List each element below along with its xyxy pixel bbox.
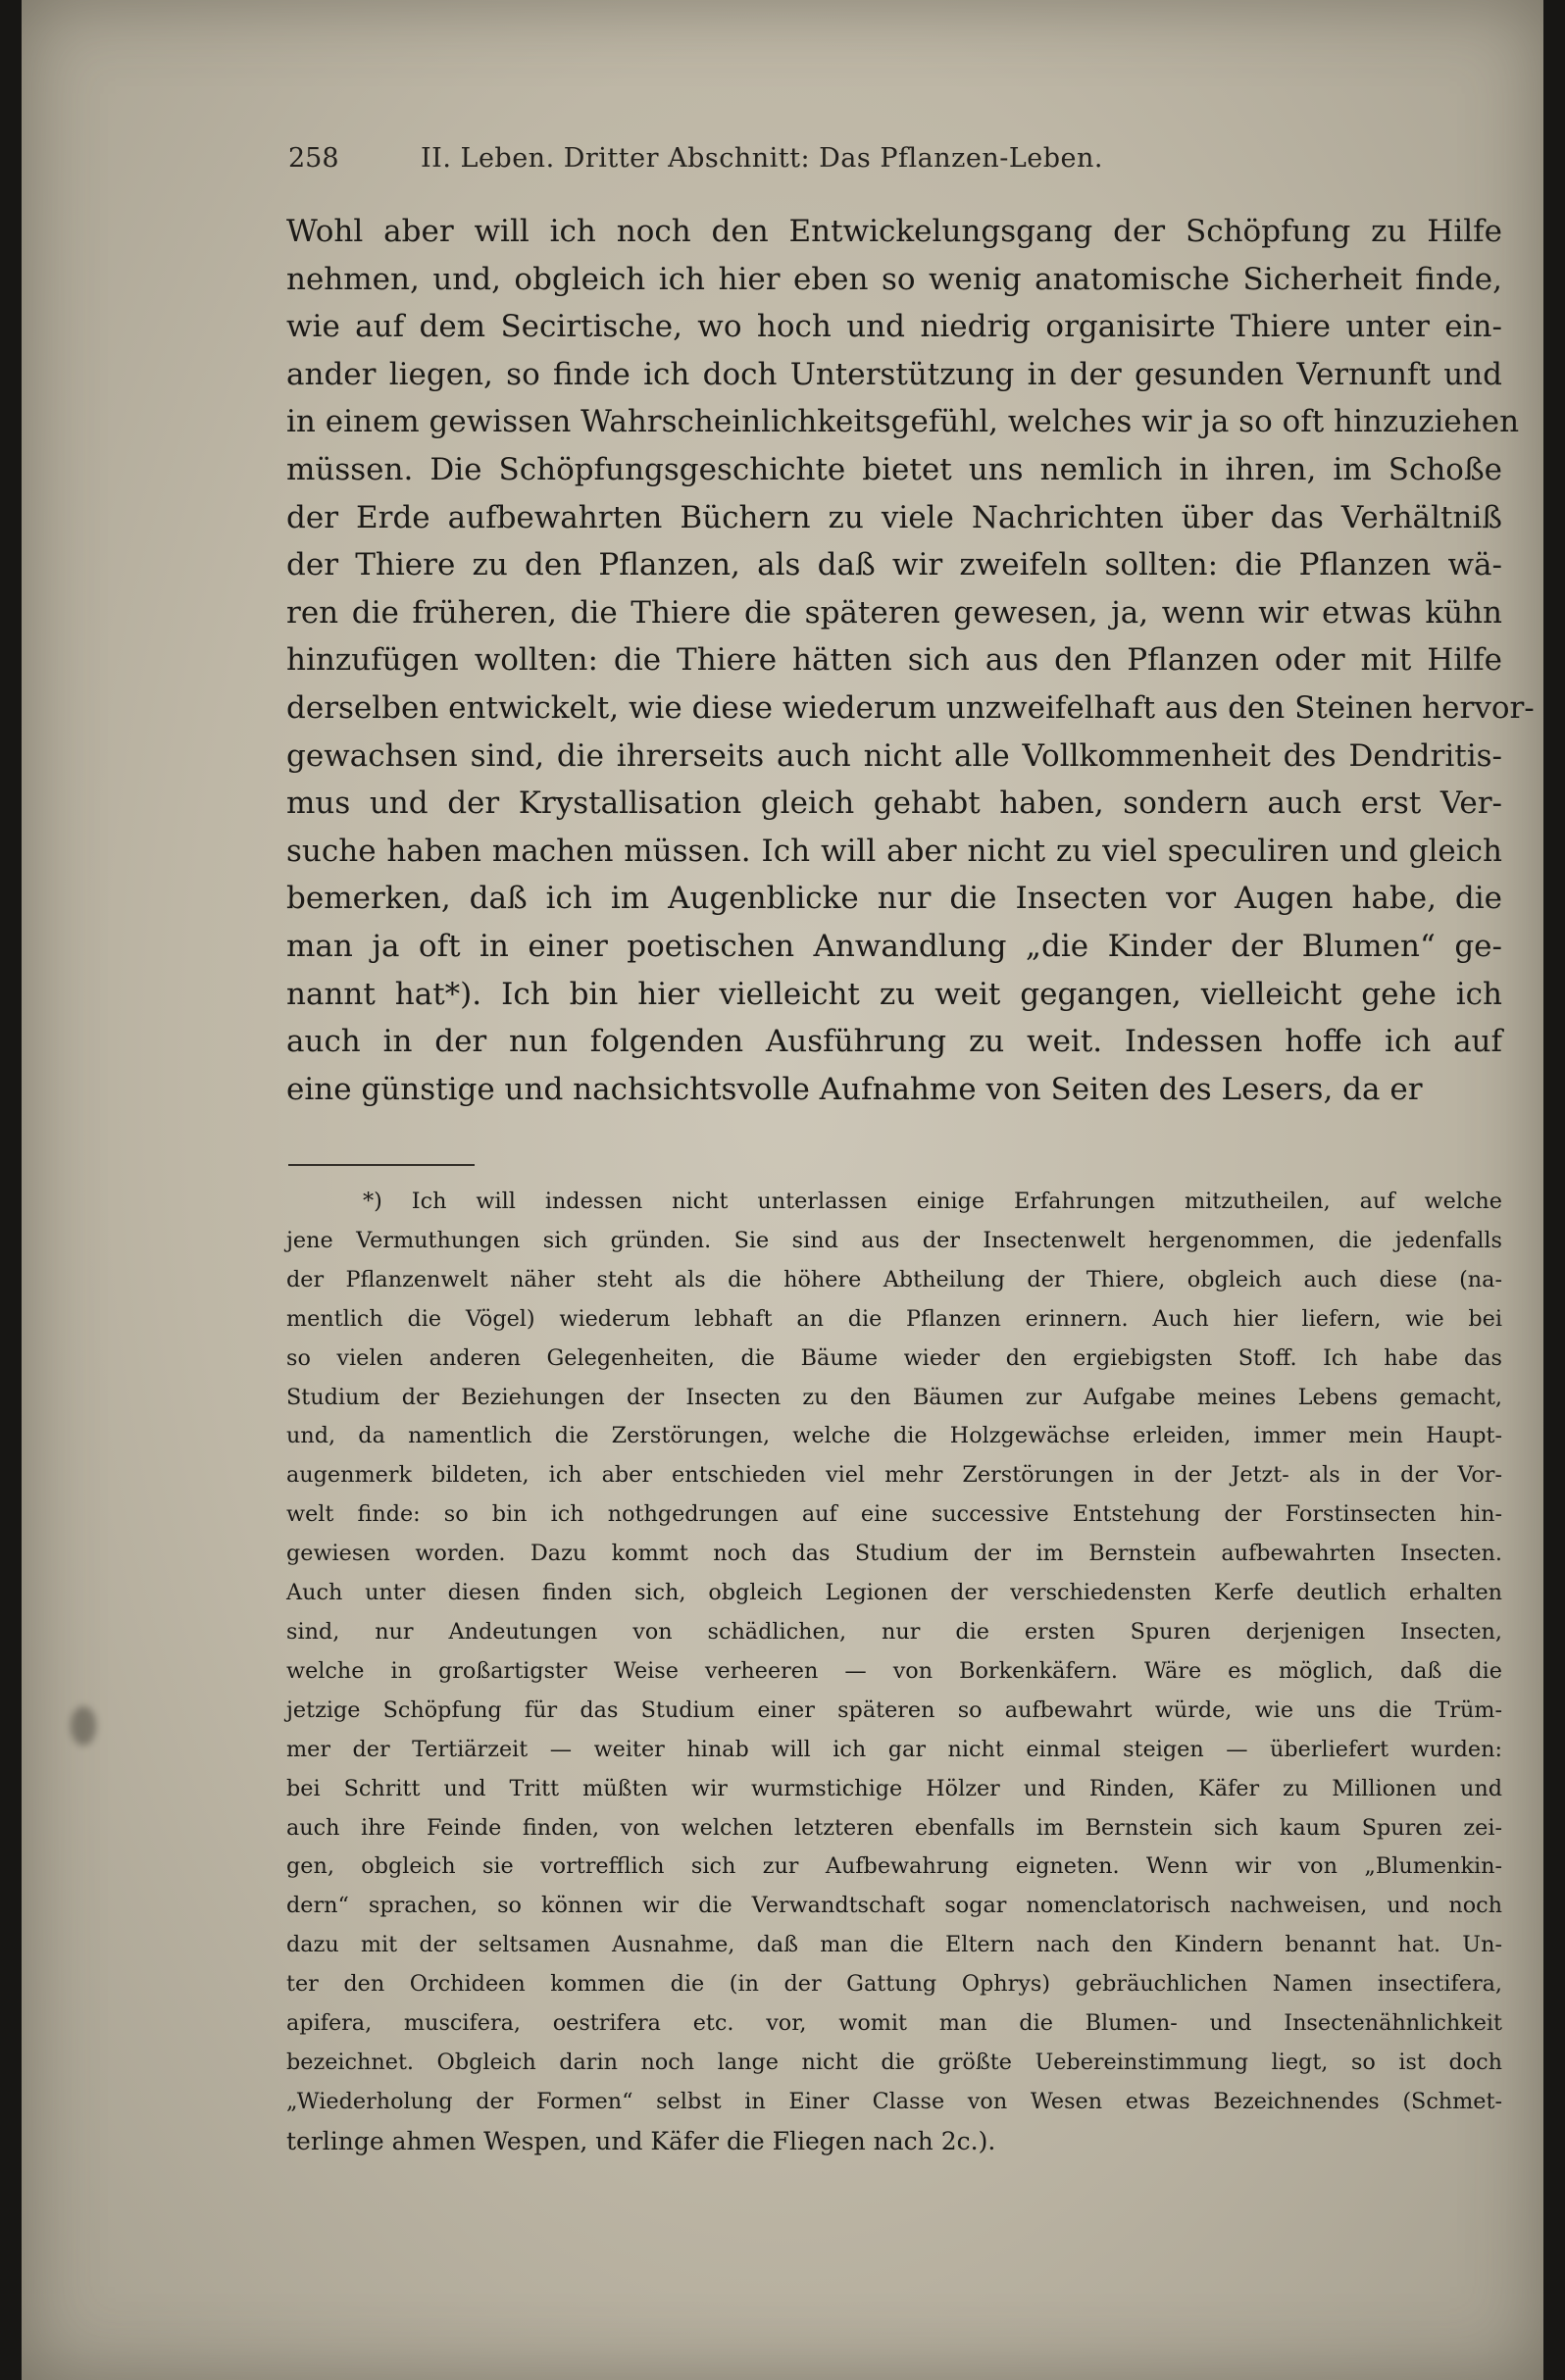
text-line: nannt hat*). Ich bin hier vielleicht zu weit gegangen, vielleicht gehe ich: [286, 976, 1502, 1012]
footnote-line: terlinge ahmen Wespen, und Käfer die Fliegen nach 2c.).: [286, 2126, 996, 2155]
text-line: auch in der nun folgenden Ausführung zu weit. Indessen hoffe ich auf: [286, 1024, 1502, 1060]
footnote-line: sind, nur Andeutungen von schädlichen, nur die ersten Spuren derjenigen Insecten,: [286, 1618, 1502, 1645]
footnote-line: der Pflanzenwelt näher steht als die höhere Abtheilung der Thiere, obgleich auch diese (na-: [286, 1266, 1502, 1292]
text-line: bemerken, daß ich im Augenblicke nur die Insecten vor Augen habe, die: [286, 881, 1502, 917]
footnote-line: so vielen anderen Gelegenheiten, die Bäume wieder den ergiebigsten Stoff. Ich habe das: [286, 1344, 1502, 1371]
text-line: eine günstige und nachsichtsvolle Aufnahme von Seiten des Lesers, da er: [286, 1071, 1423, 1107]
footnote-line: Studium der Beziehungen der Insecten zu den Bäumen zur Aufgabe meines Lebens gemacht,: [286, 1384, 1502, 1410]
footnote-line: und, da namentlich die Zerstörungen, welche die Holzgewächse erleiden, immer mein Haupt-: [286, 1423, 1502, 1449]
footnote-line: „Wiederholung der Formen“ selbst in Einer Classe von Wesen etwas Bezeichnendes (Schmet-: [286, 2088, 1502, 2114]
footnote: [286, 1183, 1502, 2161]
text-line: der Thiere zu den Pflanzen, als daß wir zweifeln sollten: die Pflanzen wä-: [286, 547, 1502, 583]
text-line: Wohl aber will ich noch den Entwickelungsgang der Schöpfung zu Hilfe: [286, 214, 1502, 249]
footnote-line: mer der Tertiärzeit — weiter hinab will ich gar nicht einmal steigen — überliefert wurden:: [286, 1736, 1502, 1762]
footnote-line: bei Schritt und Tritt müßten wir wurmstichige Hölzer und Rinden, Käfer zu Millionen und: [286, 1775, 1502, 1801]
main-text: [286, 208, 1535, 1113]
footnote-line: mentlich die Vögel) wiederum lebhaft an die Pflanzen erinnern. Auch hier liefern, wie bei: [286, 1305, 1502, 1332]
text-line: mus und der Krystallisation gleich gehabt haben, sondern auch erst Ver-: [286, 785, 1502, 822]
page-header: [267, 135, 1257, 184]
text-line: man ja oft in einer poetischen Anwandlung „die Kinder der Blumen“ ge-: [286, 928, 1502, 964]
footnote-line: jene Vermuthungen sich gründen. Sie sind aus der Insectenwelt hergenommen, die jedenfalls: [286, 1227, 1502, 1253]
footnote-line: welt finde: so bin ich nothgedrungen auf eine successive Entstehung der Forstinsecten hin-: [286, 1501, 1502, 1528]
text-line: wie auf dem Secirtische, wo hoch und niedrig organisirte Thiere unter ein-: [286, 309, 1502, 345]
footnote-line: dazu mit der seltsamen Ausnahme, daß man die Eltern nach den Kindern benannt hat. Un-: [286, 1932, 1502, 1958]
text-line: hinzufügen wollten: die Thiere hätten sich aus den Pflanzen oder mit Hilfe: [286, 642, 1502, 679]
text-line: nehmen, und, obgleich ich hier eben so wenig anatomische Sicherheit finde,: [286, 261, 1502, 297]
running-head: II. Leben. Dritter Abschnitt: Das Pflanzen-Leben.: [421, 143, 1103, 174]
footnote-line: bezeichnet. Obgleich darin noch lange nicht die größte Uebereinstimmung liegt, so ist doch: [286, 2049, 1502, 2075]
footnote-line: *) Ich will indessen nicht unterlassen einige Erfahrungen mitzutheilen, auf welche: [363, 1189, 1502, 1214]
footnote-line: jetzige Schöpfung für das Studium einer späteren so aufbewahrt würde, wie uns die Trüm-: [286, 1696, 1502, 1723]
footnote-line: gen, obgleich sie vortrefflich sich zur Aufbewahrung eigneten. Wenn wir von „Blumenkin-: [286, 1853, 1502, 1880]
text-line: ander liegen, so finde ich doch Unterstützung in der gesunden Vernunft und: [286, 356, 1502, 392]
stain-mark: [71, 1706, 96, 1746]
footnote-line: ter den Orchideen kommen die (in der Gattung Ophrys) gebräuchlichen Namen insectifera,: [286, 1971, 1502, 1998]
text-line: gewachsen sind, die ihrerseits auch nicht alle Vollkommenheit des Dendritis-: [286, 737, 1502, 774]
footnote-line: auch ihre Feinde finden, von welchen letzteren ebenfalls im Bernstein sich kaum Spuren zei-: [286, 1814, 1502, 1841]
text-line: müssen. Die Schöpfungsgeschichte bietet uns nemlich in ihren, im Schoße: [286, 451, 1502, 487]
text-line: in einem gewissen Wahrscheinlichkeitsgefühl, welches wir ja so oft hinzuziehen: [286, 404, 1520, 440]
footnote-divider: [288, 1164, 475, 1166]
text-line: der Erde aufbewahrten Büchern zu viele Nachrichten über das Verhältniß: [286, 499, 1502, 535]
text-line: suche haben machen müssen. Ich will aber nicht zu viel speculiren und gleich: [286, 833, 1502, 869]
footnote-line: dern“ sprachen, so können wir die Verwandtschaft sogar nomenclatorisch nachweisen, und noch: [286, 1893, 1502, 1919]
footnote-line: augenmerk bildeten, ich aber entschieden viel mehr Zerstörungen in der Jetzt- als in der Vor-: [286, 1462, 1502, 1489]
book-page: [22, 0, 1543, 2380]
text-line: derselben entwickelt, wie diese wiederum unzweifelhaft aus den Steinen hervor-: [286, 689, 1535, 726]
page-number: 258: [288, 143, 339, 174]
footnote-line: apifera, muscifera, oestrifera etc. vor, womit man die Blumen- und Insectenähnlichkeit: [286, 2010, 1502, 2037]
text-line: ren die früheren, die Thiere die späteren gewesen, ja, wenn wir etwas kühn: [286, 594, 1502, 631]
footnote-line: gewiesen worden. Dazu kommt noch das Studium der im Bernstein aufbewahrten Insecten.: [286, 1541, 1502, 1567]
footnote-line: Auch unter diesen finden sich, obgleich Legionen der verschiedensten Kerfe deutlich erhalten: [286, 1580, 1502, 1606]
footnote-line: welche in großartigster Weise verheeren — von Borkenkäfern. Wäre es möglich, daß die: [286, 1657, 1502, 1684]
